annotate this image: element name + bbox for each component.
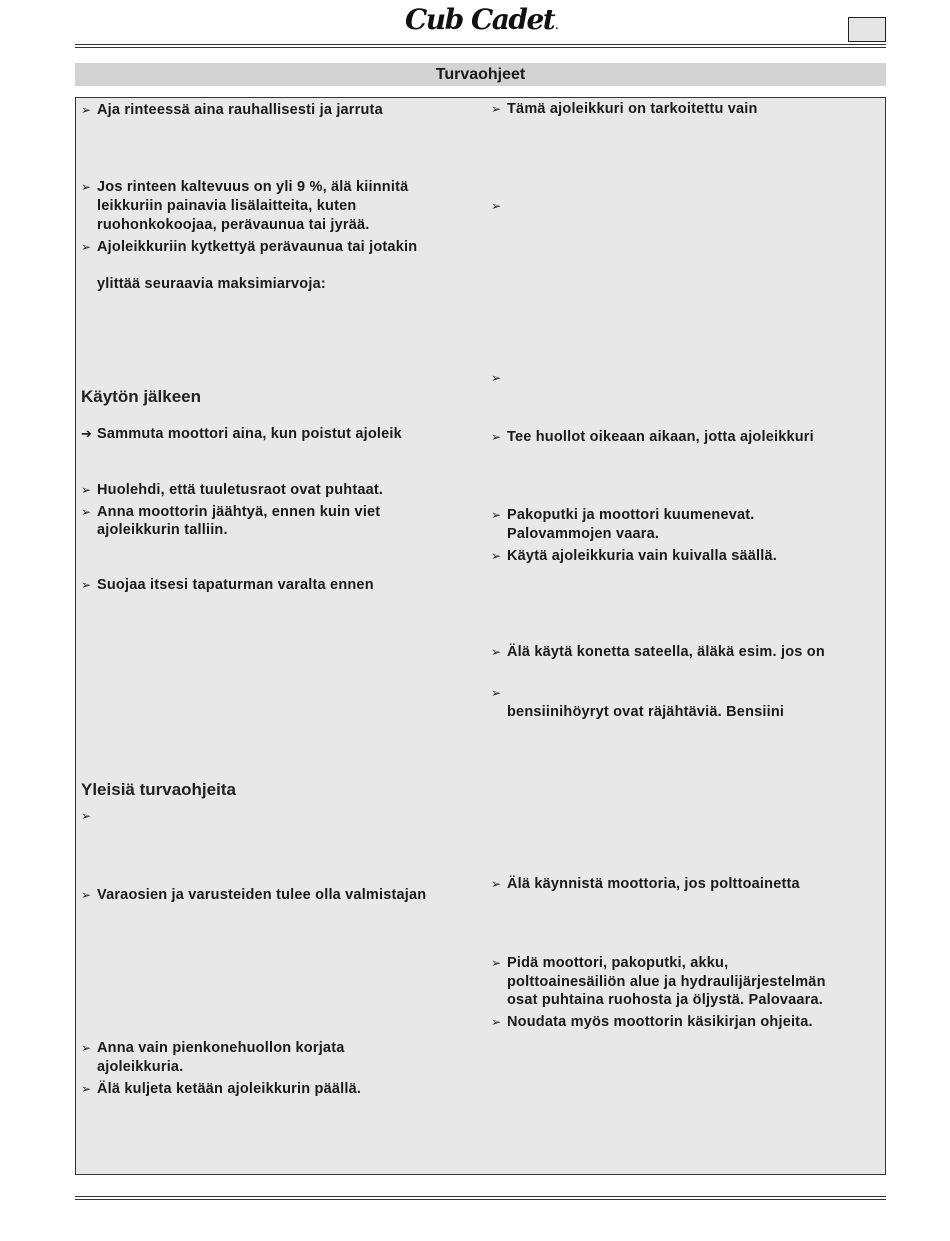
list-item: ➢ — [491, 686, 502, 700]
list-item-continuation: leikkuriin painavia lisälaitteita, kuten — [97, 198, 357, 214]
list-item-continuation: ajoleikkuria. — [97, 1059, 184, 1075]
list-item-continuation: polttoainesäiliön alue ja hydraulijärjestelmän — [507, 974, 826, 990]
list-item: ➢ Älä käytä konetta sateella, äläkä esim. jos on — [491, 644, 825, 660]
list-item: ➢ Jos rinteen kaltevuus on yli 9 %, älä kiinnitä — [81, 179, 409, 195]
list-item: ➢ Pakoputki ja moottori kuumenevat. — [491, 507, 755, 523]
list-item: ➢ Ajoleikkuriin kytkettyä perävaunua tai jotakin — [81, 239, 418, 255]
list-item: ➢ Älä käynnistä moottoria, jos polttoainetta — [491, 876, 800, 892]
list-item: ➢ — [81, 809, 92, 823]
list-item: ➢ Tämä ajoleikkuri on tarkoitettu vain — [491, 101, 758, 117]
list-item: ➢ Aja rinteessä aina rauhallisesti ja jarruta — [81, 102, 383, 118]
page-number-box — [848, 17, 886, 42]
list-item-continuation: bensiinihöyryt ovat räjähtäviä. Bensiini — [507, 704, 785, 720]
footer-rule-bottom — [75, 1199, 886, 1200]
list-item-continuation: osat puhtaina ruohosta ja öljystä. Palovaara. — [507, 992, 824, 1008]
list-item: ➔ Sammuta moottori aina, kun poistut ajoleik — [81, 426, 402, 442]
arrow-icon: ➔ — [81, 426, 93, 441]
list-item: ➢ — [491, 199, 502, 213]
list-item: ➢ — [491, 371, 502, 385]
list-item: ➢ Huolehdi, että tuuletusraot ovat puhtaat. — [81, 482, 384, 498]
list-item: ➢ Noudata myös moottorin käsikirjan ohjeita. — [491, 1014, 813, 1030]
list-item-continuation: ylittää seuraavia maksimiarvoja: — [97, 276, 326, 292]
list-item: ➢ Käytä ajoleikkuria vain kuivalla säällä. — [491, 548, 777, 564]
header-rule-bottom — [75, 47, 886, 48]
heading-general-safety: Yleisiä turvaohjeita — [81, 780, 236, 799]
list-item: ➢ Varaosien ja varusteiden tulee olla valmistajan — [81, 887, 427, 903]
section-title: Turvaohjeet — [75, 63, 886, 86]
cub-cadet-logo: Cub Cadet. — [405, 3, 559, 36]
header-rule-top — [75, 44, 886, 45]
list-item: ➢ Suojaa itsesi tapaturman varalta ennen — [81, 577, 374, 593]
list-item: ➢ Tee huollot oikeaan aikaan, jotta ajoleikkuri — [491, 429, 814, 445]
list-item: ➢ Pidä moottori, pakoputki, akku, — [491, 955, 729, 971]
list-item: ➢ Anna moottorin jäähtyä, ennen kuin viet — [81, 504, 381, 520]
list-item: ➢ Älä kuljeta ketään ajoleikkurin päällä. — [81, 1081, 362, 1097]
list-item-continuation: ruohonkokoojaa, perävaunua tai jyrää. — [97, 217, 370, 233]
list-item: ➢ Anna vain pienkonehuollon korjata — [81, 1040, 345, 1056]
footer-rule-top — [75, 1196, 886, 1197]
list-item-continuation: Palovammojen vaara. — [507, 526, 660, 542]
list-item-continuation: ajoleikkurin talliin. — [97, 522, 228, 538]
heading-after-use: Käytön jälkeen — [81, 387, 201, 406]
